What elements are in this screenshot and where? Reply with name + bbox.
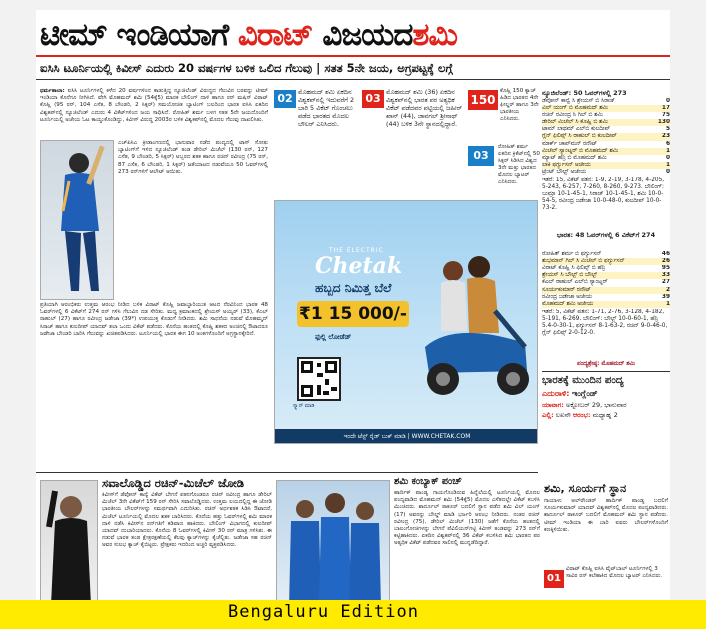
ind-batter: ರವೀಂದ್ರ ಜಡೇಜಾ ಅಜೇಯ <box>542 293 592 300</box>
lead-paragraph <box>40 88 268 140</box>
scorecard-nz-rows <box>542 98 670 176</box>
ind-runs: 39 <box>661 293 670 300</box>
ad-brand-small: THE ELECTRIC <box>329 247 384 254</box>
edition-label: Bengaluru Edition <box>228 602 419 622</box>
ind-runs: 2 <box>665 286 670 293</box>
ind-row <box>542 279 670 286</box>
when-value: ಅಕ್ಟೋಬರ್ 29, ಭಾನುವಾರ <box>565 400 627 409</box>
nz-runs: 0 <box>665 168 670 175</box>
nz-batter: ವಿಲ್ ಯಂಗ್ ಬಿ ಮೊಹಮದ್ ಶಮಿ <box>542 105 608 112</box>
ind-row <box>542 251 670 258</box>
nz-runs: 0 <box>665 154 670 161</box>
ad-footer-strip[interactable]: ಇಂದೇ ಟೆಸ್ಟ್ ರೈಡ್ ಬುಕ್ ಮಾಡಿ | WWW.CHETAK.COM <box>275 429 538 444</box>
stat-box-3-text: ಕೊಹ್ಲಿ 150 ಕ್ಯಾಚ್ ಹಿಡಿದ ಭಾರತದ 4ನೇ ಫೀಲ್ಡರ್ ಹಾಗೂ 3ನೇ ಭಾರತೀಯ ಎನಿಸಿದರು. <box>500 88 539 122</box>
lower-section-rule <box>36 472 538 473</box>
lead-text: ಐಸಿಸಿ ಟೂರ್ನಿಗಳಲ್ಲಿ ಕಳೆದ 20 ವರ್ಷಗಳಿಂದ ಕಾಡುತ್ತಿದ್ದ ನ್ಯೂಜಿಲೆಂಡ್ ವಿರುದ್ಧದ ಗೆಲುವಿನ ಬರವನ್ನು ಟೀಮ್ ಇಂಡಿಯಾ ಕೊನೆಗೂ ನೀಗಿಸಿದೆ. ವೇಗಿ ಮೊಹಮದ್ ಶಮಿ (54ಕ್ಕೆ5) ಮಾರಕ ಬೌಲಿಂಗ್ ದಾಳಿ ಹಾಗೂ ರನ್ ಮಷಿನ್ ವಿರಾಟ್ ಕೊಹ್ಲಿ (95 ರನ್, 104 ಎಸೆತ, 8 ಬೌಂಡರಿ, 2 ಸಿಕ್ಸರ್) ಸಮಯೋಚಿತ ಬ್ಯಾಟಿಂಗ್ ಬಲದಿಂದ ಭಾರತ ಐಸಿಸಿ ಏಕದಿನ ವಿಶ್ವಕಪ್‌ನಲ್ಲಿ ನ್ಯೂಜಿಲೆಂಡ್ ಎದುರು 4 ವಿಕೆಟ್‌ಗಳಿಂದ ಜಯ ಸಾಧಿಸಿದೆ. ರೋಹಿತ್ ಶರ್ಮ ಬಳಗ ಸತತ 5ನೇ ಜಯದೊಂದಿಗೆ ಟೂರ್ನಿಯಲ್ಲಿ ಅಜೇಯ ಓಟ ಕಾಯ್ದುಕೊಂಡಿದ್ದು, ಕಿವೀಸ್ ವಿರುದ್ಧ 2003ರ ಬಳಿಕ ವಿಶ್ವಕಪ್‌ನಲ್ಲಿ ಮೊದಲ ಗೆಲುವು ದಾಖಲಿಸಿತು. <box>40 88 268 123</box>
nz-runs: 130 <box>657 119 670 126</box>
ind-runs: 46 <box>661 251 670 258</box>
ind-row <box>542 258 670 265</box>
story-2-body: ಕಿವೀಸ್‌ಗೆ ಡೆವೋನ್ ಕಾನ್ವೆ ವಿಕೆಟ್ ಬೇಗನೆ ಪತನಗೊಂಡರೂ ರಚಿನ್ ರವೀಂದ್ರ ಹಾಗೂ ಡೇರಿಲ್ ಮಿಚೆಲ್ 3ನೇ ವಿಕೆಟ್‌ಗೆ 159 ರನ್ ಸೇರಿಸಿ ಸವಾಲೊಡ್ಡಿದರು. ಉತ್ತಮ ಲಯದಲ್ಲಿದ್ದ ಈ ಜೋಡಿ ಭಾರತೀಯ ಬೌಲರ್‌ಗಳನ್ನು ಸಮರ್ಥವಾಗಿ ಎದುರಿಸಿತು. ರಚಿನ್ ಅರ್ಧಶತಕ ಸಿಡಿಸಿ ಔಟಾದರೆ, ಮಿಚೆಲ್ ಟೂರ್ನಿಯಲ್ಲಿ ಮೊದಲ ಶತಕ ಬಾರಿಸಿದರು. ಕೊನೆಯ ಹತ್ತು ಓವರ್‌ಗಳಲ್ಲಿ ಶಮಿ ಮಾರಕ ದಾಳಿ ನಡೆಸಿ ಕಿವೀಸ್‌ನ ರನ್‌ಗತಿಗೆ ಕಡಿವಾಣ ಹಾಕಿದರು. ಬೌಲಿಂಗ್ ವಿಭಾಗದಲ್ಲಿ ಕುಲದೀಪ್ ಯಾದವ್ ದುಬಾರಿಯಾದರು. ಕೊನೆಯ 8 ಓವರ್‌ಗಳಲ್ಲಿ ಕಿವೀಸ್ 30 ರನ್ ಮಾತ್ರ ಗಳಿಸಿತು. ಈ ನಡುವೆ ಭಾರತ ತಂಡ ಕ್ಷೇತ್ರರಕ್ಷಣೆಯಲ್ಲಿ ಕೆಲವು ಕ್ಯಾಚ್‌ಗಳನ್ನು ಕೈಚೆಲ್ಲಿತು. ಜಡೇಜಾ ಸಹ ರಚಿನ್ ಅವರ ಸುಲಭ ಕ್ಯಾಚ್ ಕೈಬಿಟ್ಟರು. ಪ್ರೇಕ್ಷಕರು ಇದರಿಂದ ಅಚ್ಚರಿ ವ್ಯಕ್ತಪಡಿಸಿದರು. <box>102 492 272 549</box>
kohli-photo <box>40 140 114 300</box>
opponent-value: ಇಂಗ್ಲೆಂಡ್ <box>572 388 598 398</box>
ind-row <box>542 301 670 308</box>
story-4-box-text: ವಿರಾಟ್ ಕೊಹ್ಲಿ ಐಸಿಸಿ ವೈಟ್‌ಬಾಲ್ ಟೂರ್ನಿಗಳಲ್ಲಿ 3 ಸಾವಿರ ರನ್ ಕಲೆಹಾಕಿದ ಮೊದಲ ಬ್ಯಾಟರ್ ಎನಿಸಿದರು. <box>566 566 663 579</box>
nz-runs: 5 <box>665 126 670 133</box>
ad-tagline: ಹಬ್ಬದ ನಿಮಿತ್ತ ಬೆಲೆ <box>315 281 392 295</box>
stat-box-4-number: 03 <box>468 146 494 166</box>
ind-runs: 33 <box>661 272 670 279</box>
nz-batter: ರಚಿನ್ ರವೀಂದ್ರ ಸಿ ಗಿಲ್ ಬಿ ಶಮಿ <box>542 112 603 119</box>
nz-batter: ಟಾಮ್ ಲಾಥಮ್ ಎಲ್‌ಬಿ ಕುಲದೀಪ್ <box>542 126 611 133</box>
headline-part-3: ವಿಜಯದ <box>312 17 413 53</box>
page-headline <box>40 16 666 54</box>
where-label: ಎಲ್ಲಿ: <box>542 410 554 419</box>
ind-batter: ರೋಹಿತ್ ಶರ್ಮ ಬಿ ಫರ್ಗ್ಯುಸನ್ <box>542 251 602 258</box>
mitchell-photo <box>40 480 98 604</box>
nz-row <box>542 98 670 105</box>
lead-text-3: ಪ್ರತಿಯಾಗಿ ಆರಂಭಿಕರು ಉತ್ತಮ ಆರಂಭ ನೀಡಿದ ಬಳಿಕ ವಿರಾಟ್ ಕೊಹ್ಲಿ ಜವಾಬ್ದಾರಿಯುತ ಆಟದ ನೆರವಿನಿಂದ ಭಾರತ 48 ಓವರ್‌ಗಳಲ್ಲಿ 6 ವಿಕೆಟ್‌ಗೆ 274 ರನ್ ಗಳಿಸಿ ಗೆಲುವಿನ ದಡ ಸೇರಿತು. ಮಧ್ಯ ಕ್ರಮಾಂಕದಲ್ಲಿ ಶ್ರೇಯಸ್ ಅಯ್ಯರ್ (33), ಕೆಎಲ್ ರಾಹುಲ್ (27) ಹಾಗೂ ರವೀಂದ್ರ ಜಡೇಜಾ (39*) ಉಪಯುಕ್ತ ಕೊಡುಗೆ ನೀಡಿದರು. ಶಮಿ ಸಾಧನೆಯ ನಡುವೆ ಮೊಹಮ್ಮದ್ ಸಿರಾಜ್ ಹಾಗೂ ಕುಲದೀಪ್ ಯಾದವ್ ತಲಾ ಒಂದು ವಿಕೆಟ್ ಪಡೆದರು. ಕೊನೆಯ ಹಂತದಲ್ಲಿ ಕೊಹ್ಲಿ ಶತಕದ ಅಂಚಿನಲ್ಲಿ ಔಟಾದರೂ ಜಡೇಜಾ ಬೌಂಡರಿ ಬಾರಿಸಿ ಗೆಲುವನ್ನು ಖಚಿತಪಡಿಸಿದರು. ಟೂರ್ನಿಯಲ್ಲಿ ಭಾರತ ಈಗ 10 ಅಂಕಗಳೊಂದಿಗೆ ಅಗ್ರಸ್ಥಾನಕ್ಕೇರಿದೆ. <box>40 302 268 337</box>
story-3-body: ಹಾರ್ದಿಕ್ ಪಾಂಡ್ಯ ಗಾಯಗೊಂಡಿರುವ ಹಿನ್ನೆಲೆಯಲ್ಲಿ ಟೂರ್ನಿಯಲ್ಲಿ ಮೊದಲ ಪಂದ್ಯವಾಡಿದ ಮೊಹಮದ್ ಶಮಿ (54ಕ್ಕೆ5) ಮೊದಲ ಎಸೆತದಲ್ಲೇ ವಿಕೆಟ್ ಕಬಳಿಸಿ ಮಿಂಚಿದರು. ಶಾರ್ದೂಲ್ ಠಾಕೂರ್ ಬದಲಿಗೆ ಸ್ಥಾನ ಪಡೆದ ಶಮಿ ವಿಲ್ ಯಂಗ್ (17) ಅವರನ್ನು ಬೌಲ್ಡ್ ಮಾಡಿ ಭರ್ಜರಿ ಆರಂಭ ನೀಡಿದರು. ನಂತರ ರಚಿನ್ ರವೀಂದ್ರ (75), ಡೇರಿಲ್ ಮಿಚೆಲ್ (130) ಜತೆಗೆ ಕೊನೆಯ ಹಂತದಲ್ಲಿ ಬಾಲಂಗೋಚಿಗಳನ್ನು ಬೇಗನೆ ಪೆವಿಲಿಯನ್‌ಗಟ್ಟಿ ಕಿವೀಸ್ ತಂಡವನ್ನು 273 ರನ್‌ಗೆ ಕಟ್ಟಿಹಾಕಿದರು. ಏಕದಿನ ವಿಶ್ವಕಪ್‌ನಲ್ಲಿ 36 ವಿಕೆಟ್ ಕಬಳಿಸಿದ ಶಮಿ ಭಾರತದ ಪರ ಅತ್ಯಧಿಕ ವಿಕೆಟ್ ಪಡೆದವರ ಸಾಲಿನಲ್ಲಿ ಮುನ್ನಡೆದಿದ್ದಾರೆ. <box>394 490 540 547</box>
scorecard-ind-extras: ಇತರೆ: 5, ವಿಕೆಟ್ ಪತನ: 1-71, 2-76, 3-128, 4-182, 5-191, 6-269. ಬೌಲಿಂಗ್: ಬೌಲ್ಟ್ 10-0-60-1, ಹೆನ್ರಿ 5.4-0-30-1, ಫರ್ಗ್ಯುಸನ್ 8-1-63-2, ರಚಿನ್ 9-0-46-0, ಗ್ಲೆನ್ ಫಿಲಿಪ್ಸ್ 2-0-12-0. <box>542 308 668 337</box>
next-match-when <box>542 400 670 410</box>
next-match-title: ಭಾರತಕ್ಕೆ ಮುಂದಿನ ಪಂದ್ಯ <box>542 374 624 386</box>
nz-row <box>542 105 670 112</box>
ind-batter: ಶುಭಮಾನ್ ಗಿಲ್ ಸಿ ಮಿಚೆಲ್ ಬಿ ಫರ್ಗ್ಯುಸನ್ <box>542 258 625 265</box>
nz-runs: 1 <box>665 147 670 154</box>
ind-batter: ಶ್ರೇಯಸ್ ಸಿ ಬೌಲ್ಟ್ ಬಿ ಬೌಲ್ಟ್ <box>542 272 598 279</box>
nz-runs: 0 <box>665 98 670 104</box>
ad-qr-code[interactable] <box>297 357 341 401</box>
nz-runs: 17 <box>661 105 670 112</box>
ind-runs: 1 <box>665 300 670 307</box>
chetak-advertisement[interactable] <box>274 200 538 444</box>
scooter-riders-illustration <box>415 251 535 411</box>
stat-box-4-text: ರೋಹಿತ್ ಶರ್ಮ ಏಕದಿನ ಕ್ರಿಕೆಟ್‌ನಲ್ಲಿ 50 ಸಿಕ್ಸರ್ ಸಿಡಿಸಿದ ವಿಶ್ವದ 3ನೇ ಮತ್ತು ಭಾರತದ ಮೊದಲ ಬ್ಯಾಟರ್ ಎನಿಸಿದರು. <box>498 144 540 185</box>
nz-batter: ಮಾರ್ಕ್ ಚಾಪ್‌ಮನ್ ರನೌಟ್ <box>542 140 598 147</box>
ind-row <box>542 287 670 294</box>
ind-row <box>542 294 670 301</box>
where-value: ಲಖನೌ <box>555 410 571 419</box>
lead-dateline: ಧರ್ಮಶಾಲಾ: <box>40 88 65 94</box>
ind-runs: 27 <box>661 279 670 286</box>
sub-headline: ಐಸಿಸಿ ಟೂರ್ನಿಯಲ್ಲಿ ಕಿವೀಸ್ ಎದುರು 20 ವರ್ಷಗಳ ಬಳಿಕ ಒಲಿದ ಗೆಲುವು | ಸತತ 5ನೇ ಜಯ, ಅಗ್ರಪಟ್ಟಕ್ಕೆ ಲಗ್ಗೆ <box>40 61 453 75</box>
nz-runs: 1 <box>665 161 670 168</box>
lead-paragraph-2 <box>118 140 268 300</box>
nz-row <box>542 141 670 148</box>
ind-batter: ಕೆಎಲ್ ರಾಹುಲ್ ಎಲ್‌ಬಿ ಸ್ಯಾಂಟ್ನರ್ <box>542 279 608 286</box>
ind-batter: ವಿರಾಟ್ ಕೊಹ್ಲಿ ಸಿ ಫಿಲಿಪ್ಸ್ ಬಿ ಹೆನ್ರಿ <box>542 265 606 272</box>
headline-part-4: ಶಮಿ <box>412 17 458 53</box>
team-celebration-photo <box>276 480 390 606</box>
ad-price-badge: ₹1 15 000/- <box>297 301 409 327</box>
nz-row <box>542 162 670 169</box>
nz-row <box>542 112 670 119</box>
time-label: ಆರಂಭ: <box>572 410 591 419</box>
ad-brand-logo: Chetak <box>315 253 403 279</box>
story-2-title: ಸವಾಲೊಡ್ಡಿದ ರಚಿನ್-ಮಿಚೆಲ್ ಜೋಡಿ <box>102 476 245 490</box>
nz-runs: 6 <box>665 140 670 147</box>
stat-box-2-text: ಮೊಹಮದ್ ಶಮಿ (36) ಏಕದಿನ ವಿಶ್ವಕಪ್‌ನಲ್ಲಿ ಭಾರತ ಪರ ಅತ್ಯಧಿಕ ವಿಕೆಟ್ ಪಡೆದವರ ಪಟ್ಟಿಯಲ್ಲಿ ಜಹೀರ್ ಖಾನ್ (44), ಜಾವಗಲ್ ಶ್ರೀನಾಥ್ (44) ಬಳಿಕ 3ನೇ ಸ್ಥಾನದಲ್ಲಿದ್ದಾರೆ. <box>386 88 463 128</box>
nz-batter: ಡೆವೋನ್ ಕಾನ್ವೆ ಸಿ ಶ್ರೇಯಸ್ ಬಿ ಸಿರಾಜ್ <box>542 98 615 104</box>
lead-text-2: ಎಚ್‌ಪಿಸಿಎ ಕ್ರೀಡಾಂಗಣದಲ್ಲಿ ಭಾನುವಾರ ನಡೆದ ಪಂದ್ಯದಲ್ಲಿ ಟಾಸ್ ಸೋತು ಬ್ಯಾಟಿಂಗ್‌ಗೆ ಇಳಿದ ನ್ಯೂಜಿಲೆಂಡ್ ತಂಡ ಡೇರಿಲ್ ಮಿಚೆಲ್ (130 ರನ್, 127 ಎಸೆತ, 9 ಬೌಂಡರಿ, 5 ಸಿಕ್ಸರ್) ಅಬ್ಬರದ ಶತಕ ಹಾಗೂ ರಚಿನ್ ರವೀಂದ್ರ (75 ರನ್, 87 ಎಸೆತ, 6 ಬೌಂಡರಿ, 1 ಸಿಕ್ಸರ್) ಜತೆಯಾಟದ ನಡುವೆಯೂ 50 ಓವರ್‌ಗಳಲ್ಲಿ 273 ರನ್‌ಗಳಿಗೆ ಆಲೌಟ್ ಆಯಿತು. <box>118 140 268 175</box>
nz-batter: ಮಿಚೆಲ್ ಸ್ಯಾಂಟ್ನರ್ ಬಿ ಮೊಹಮದ್ ಶಮಿ <box>542 147 619 154</box>
nz-runs: 23 <box>661 133 670 140</box>
ind-runs: 26 <box>661 258 670 265</box>
ind-row <box>542 272 670 279</box>
scorecard-ind-title: ಭಾರತ: 48 ಓವರ್‌ಗಳಲ್ಲಿ 6 ವಿಕೆಟ್‌ಗೆ 274 <box>556 231 656 240</box>
nz-batter: ಮ್ಯಾಟ್ ಹೆನ್ರಿ ಬಿ ಮೊಹಮದ್ ಶಮಿ <box>542 154 607 161</box>
nz-batter: ಲಾಕಿ ಫರ್ಗ್ಯುಸನ್ ಅಜೇಯ <box>542 161 591 168</box>
ind-runs: 95 <box>661 265 670 272</box>
opponent-label: ಎದುರಾಳಿ: <box>542 388 570 398</box>
sub-rule <box>36 79 670 80</box>
story-4-title: ಶಮಿ, ಸೂರ್ಯಗೆ ಸ್ಥಾನ <box>544 482 627 495</box>
lead-paragraph-3 <box>40 302 268 472</box>
ind-batter: ಸೂರ್ಯಕುಮಾರ್ ರನೌಟ್ <box>542 286 591 293</box>
story-3-title: ಶಮಿ ಕಂಬ್ಯಾಕ್ ಪಂಚ್ <box>394 476 462 487</box>
headline-part-2: ವಿರಾಟ್ <box>237 17 313 53</box>
scorecard-nz-extras: ಇತರೆ: 15, ವಿಕೆಟ್ ಪತನ: 1-9, 2-19, 3-178, 4-205, 5-243, 6-257, 7-260, 8-260, 9-273. ಬೌಲಿಂಗ್: ಬುಮ್ರಾ 10-1-45-1, ಸಿರಾಜ್ 10-1-45-1, ಶಮಿ 10-0-54-5, ರವೀಂದ್ರ ಜಡೇಜಾ 10-0-48-0, ಕುಲದೀಪ್ 10-0-73-2. <box>542 177 665 212</box>
next-match-where <box>542 410 670 420</box>
ad-fine-print: ಫುಲ್ಲಿ ಲೋಡೆಡ್ <box>315 333 352 341</box>
nz-batter: ಟ್ರೆಂಟ್ ಬೌಲ್ಟ್ ಅಜೇಯ <box>542 168 587 175</box>
nz-batter: ಡೇರಿಲ್ ಮಿಚೆಲ್ ಸಿ ಕೊಹ್ಲಿ ಬಿ ಶಮಿ <box>542 119 608 126</box>
nz-runs: 75 <box>661 112 670 119</box>
next-match-opponent <box>542 388 670 400</box>
time-value: ಮಧ್ಯಾಹ್ನ 2 <box>592 410 618 419</box>
scorecard-ind-rows <box>542 251 670 308</box>
ad-qr-caption: ಸ್ಕ್ಯಾನ್ ಮಾಡಿ <box>293 403 315 409</box>
nz-row <box>542 119 670 126</box>
stat-box-2-number: 03 <box>362 90 384 108</box>
nz-row <box>542 155 670 162</box>
nz-row <box>542 126 670 133</box>
stat-box-1-number: 02 <box>274 90 296 108</box>
scorecard-nz-title: ನ್ಯೂಜಿಲೆಂಡ್: 50 ಓವರ್‌ಗಳಲ್ಲಿ 273 <box>542 89 627 97</box>
when-label: ಯಾವಾಗ: <box>542 400 564 409</box>
headline-rule <box>36 55 670 57</box>
nz-row <box>542 169 670 176</box>
story-4-box-number: 01 <box>544 570 564 588</box>
ind-batter: ಮೊಹಮದ್ ಶಮಿ ಅಜೇಯ <box>542 300 594 307</box>
nz-row <box>542 148 670 155</box>
player-of-match: ಪಂದ್ಯಶ್ರೇಷ್ಠ: ಮೊಹಮದ್ ಶಮಿ <box>577 360 635 367</box>
story-4-body: ಗಾಯಾಳು ಆಲ್‌ರೌಂಡರ್ ಹಾರ್ದಿಕ್ ಪಾಂಡ್ಯ ಬದಲಿಗೆ ಸೂರ್ಯಕುಮಾರ್ ಯಾದವ್ ವಿಶ್ವಕಪ್‌ನಲ್ಲಿ ಮೊದಲ ಪಂದ್ಯವಾಡಿದರು. ಶಾರ್ದೂಲ್ ಠಾಕೂರ್ ಬದಲಿಗೆ ಮೊಹಮದ್ ಶಮಿ ಸ್ಥಾನ ಪಡೆದರು. ಟೀಮ್ ಇಂಡಿಯಾ ಈ ಬಾರಿ ಐವರು ಬೌಲರ್‌ಗಳೊಂದಿಗೆ ಕಣಕ್ಕಿಳಿಯಿತು. <box>544 498 668 533</box>
nz-batter: ಗ್ಲೆನ್ ಫಿಲಿಪ್ಸ್ ಸಿ ರಾಹುಲ್ ಬಿ ಕುಲದೀಪ್ <box>542 133 617 140</box>
ind-row <box>542 265 670 272</box>
nz-row <box>542 133 670 140</box>
stat-box-3-number: 150 <box>468 90 498 110</box>
stat-box-1-text: ಮೊಹಮದ್ ಶಮಿ ಏಕದಿನ ವಿಶ್ವಕಪ್‌ನಲ್ಲಿ ಇದುವರೆಗೆ 2 ಬಾರಿ 5 ವಿಕೆಟ್ ಗೊಂಚಲು ಪಡೆದ ಭಾರತದ ಮೊದಲ ಬೌಲರ್ ಎನಿಸಿದರು. <box>298 88 355 128</box>
headline-part-1: ಟೀಮ್ ಇಂಡಿಯಾಗೆ <box>40 17 238 53</box>
newspaper-page <box>36 10 670 610</box>
